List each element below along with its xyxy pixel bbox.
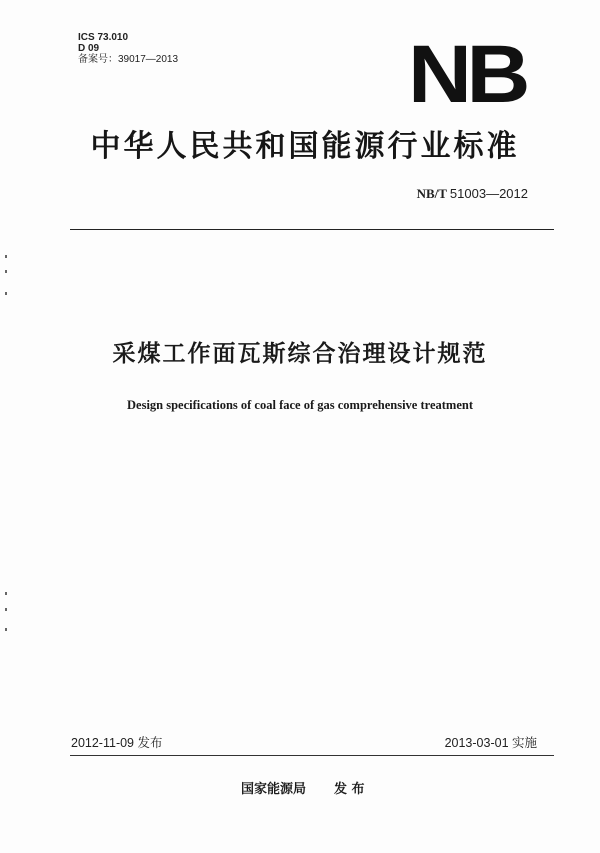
- margin-mark: [5, 608, 7, 611]
- nb-logo: NB: [408, 29, 526, 120]
- document-title-chinese: 采煤工作面瓦斯综合治理设计规范: [112, 341, 488, 367]
- standard-number-value: 51003—2012: [449, 186, 528, 201]
- implementation-date: 2013-03-01 实施: [444, 736, 537, 750]
- margin-mark: [5, 592, 7, 595]
- margin-mark: [5, 292, 7, 295]
- record-number: 备案号：39017—2013: [78, 54, 179, 65]
- margin-mark: [5, 628, 7, 631]
- issue-date: 2012-11-09 发布: [71, 736, 163, 750]
- standard-number-prefix: NB/T: [416, 186, 450, 201]
- ccs-code: D 09: [78, 43, 100, 54]
- issuer-name: 国家能源局: [241, 782, 307, 797]
- standard-classification: 中华人民共和国能源行业标准: [90, 129, 520, 164]
- issuer-action: 发 布: [334, 782, 365, 797]
- ics-code: ICS 73.010: [78, 32, 129, 43]
- standard-number: [417, 186, 528, 202]
- margin-mark: [5, 255, 7, 258]
- top-divider: [70, 229, 554, 230]
- bottom-divider: [70, 755, 554, 756]
- margin-mark: [5, 270, 7, 273]
- document-title-english: Design specifications of coal face of gas comprehensive treatment: [127, 398, 473, 412]
- issuing-authority: [241, 781, 365, 799]
